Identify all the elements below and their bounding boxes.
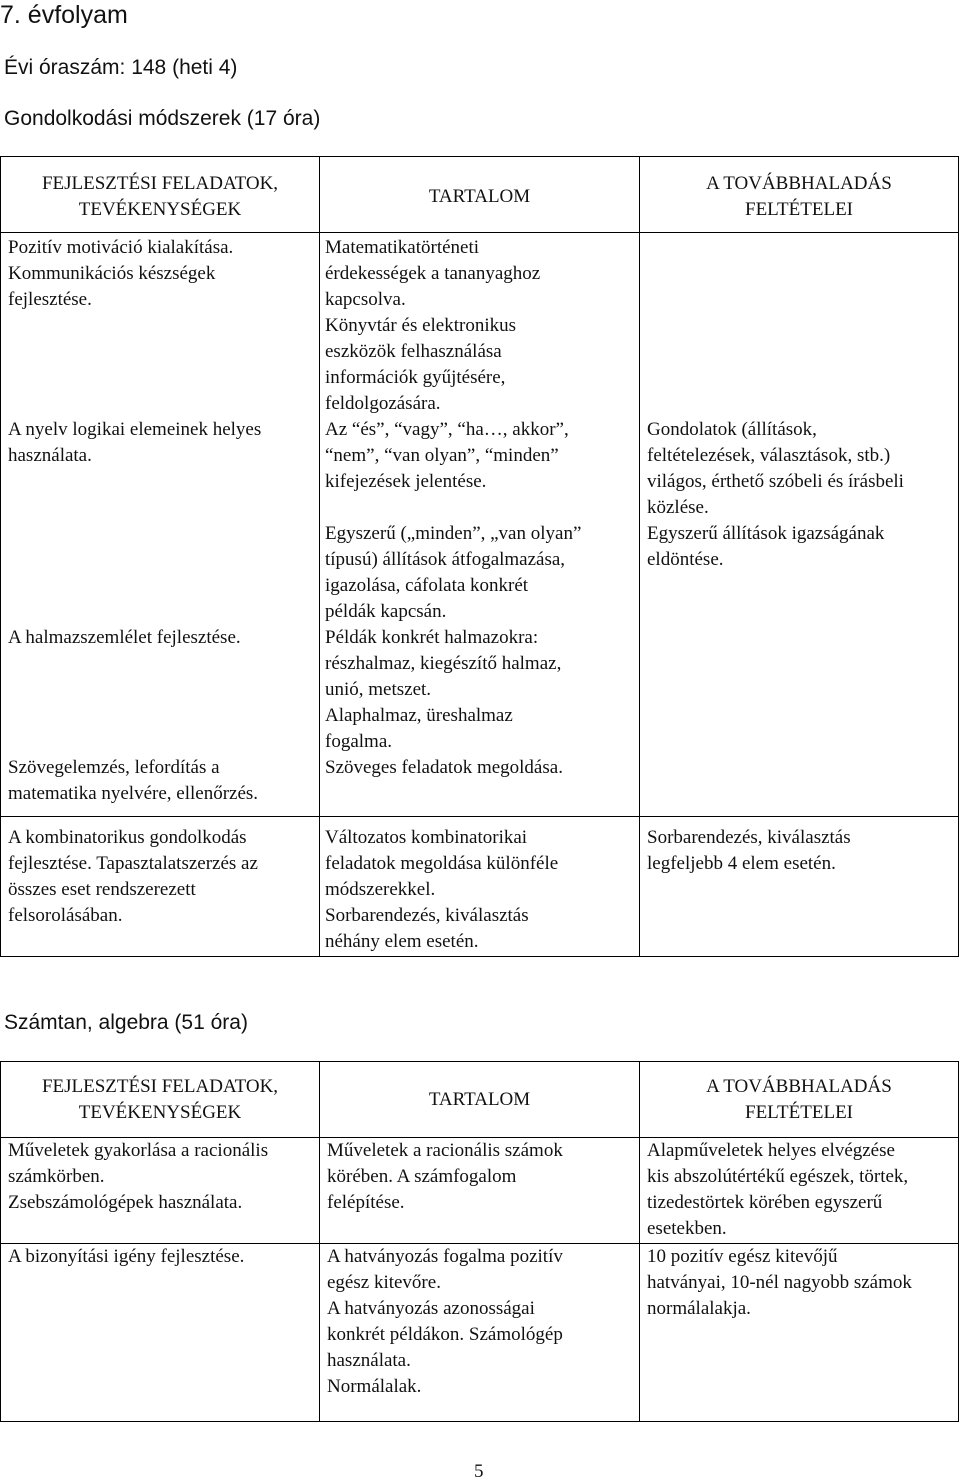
header-cell: TARTALOM — [320, 157, 640, 233]
header-cell: FEJLESZTÉSI FELADATOK, TEVÉKENYSÉGEK — [1, 157, 320, 233]
section-table — [0, 1061, 959, 1422]
cell-text: Műveletek a racionális számok körében. A számfogalom felépítése. — [327, 1140, 563, 1213]
cell-text: 10 pozitív egész kitevőjű hatványai, 10-nél nagyobb számok normálalakja. — [647, 1246, 912, 1319]
annual-hours: Évi óraszám: 148 (heti 4) — [4, 56, 238, 79]
cell-text: Pozitív motiváció kialakítása. Kommunikációs készségek fejlesztése. — [8, 237, 234, 310]
section-table — [0, 156, 959, 957]
cell-text: A hatványozás fogalma pozitív egész kitevőre. A hatványozás azonosságai konkrét példákon. Számológép használata. Normálalak. — [327, 1246, 563, 1397]
cell-text: A kombinatorikus gondolkodás fejlesztése. Tapasztalatszerzés az összes eset rendszerezett felsorolásában. — [8, 827, 258, 926]
cell-text: Szövegelemzés, lefordítás a matematika nyelvére, ellenőrzés. — [8, 757, 259, 804]
table-cell — [640, 1244, 959, 1422]
table-cell — [1, 1138, 320, 1244]
table-cell — [320, 1138, 640, 1244]
table-row — [1, 233, 959, 817]
table-cell — [640, 817, 959, 957]
cell-text: Az “és”, “vagy”, “ha…, akkor”, “nem”, “van olyan”, “minden” kifejezések jelentése. — [325, 419, 569, 492]
cell-text: A halmazszemlélet fejlesztése. — [8, 627, 241, 648]
header-cell: TARTALOM — [320, 1062, 640, 1138]
page-number: 5 — [474, 1461, 484, 1482]
cell-text: Alapműveletek helyes elvégzése kis abszolútértékű egészek, törtek, tizedestörtek körében egyszerű esetekben. — [647, 1140, 909, 1239]
table-cell — [640, 1138, 959, 1244]
header-cell: FEJLESZTÉSI FELADATOK, TEVÉKENYSÉGEK — [1, 1062, 320, 1138]
header-cell: A TOVÁBBHALADÁS FELTÉTELEI — [640, 157, 959, 233]
cell-text: Egyszerű („minden”, „van olyan” típusú) állítások átfogalmazása, igazolása, cáfolata konkrét példák kapcsán. Példák konkrét halmazokra: részhalmaz, kiegészítő halmaz, unió, metszet. Alaphalmaz, üreshalmaz fogalma. Szöveges feladatok megoldása. — [325, 523, 582, 778]
table-row — [1, 1244, 959, 1422]
table-header-row — [1, 1062, 959, 1138]
header-cell: A TOVÁBBHALADÁS FELTÉTELEI — [640, 1062, 959, 1138]
cell-text: Változatos kombinatorikai feladatok megoldása különféle módszerekkel. Sorbarendezés, kiválasztás néhány elem esetén. — [325, 827, 559, 952]
table-header-row — [1, 157, 959, 233]
cell-text: Gondolatok (állítások, feltételezések, választások, stb.) világos, érthető szóbeli és írásbeli közlése. Egyszerű állítások igazságának eldöntése. — [647, 419, 904, 570]
cell-text: A bizonyítási igény fejlesztése. — [8, 1246, 245, 1267]
table-cell — [640, 233, 959, 817]
table-cell — [320, 1244, 640, 1422]
table-cell — [1, 233, 320, 817]
table-cell — [320, 817, 640, 957]
cell-text: Matematikatörténeti érdekességek a tananyaghoz kapcsolva. Könyvtár és elektronikus eszközök felhasználása információk gyűjtésére, feldolgozására. — [325, 237, 541, 414]
table-cell — [1, 1244, 320, 1422]
table-row — [1, 1138, 959, 1244]
table-row — [1, 817, 959, 957]
cell-text: A nyelv logikai elemeinek helyes használata. — [8, 419, 262, 466]
cell-text: Műveletek gyakorlása a racionális számkörben. Zsebszámológépek használata. — [8, 1140, 269, 1213]
table-cell — [1, 817, 320, 957]
cell-text: Sorbarendezés, kiválasztás legfeljebb 4 elem esetén. — [647, 827, 851, 874]
section-title: Gondolkodási módszerek (17 óra) — [4, 107, 321, 130]
page-heading: 7. évfolyam — [0, 1, 128, 29]
table-cell — [320, 233, 640, 817]
section-title: Számtan, algebra (51 óra) — [4, 1011, 248, 1034]
